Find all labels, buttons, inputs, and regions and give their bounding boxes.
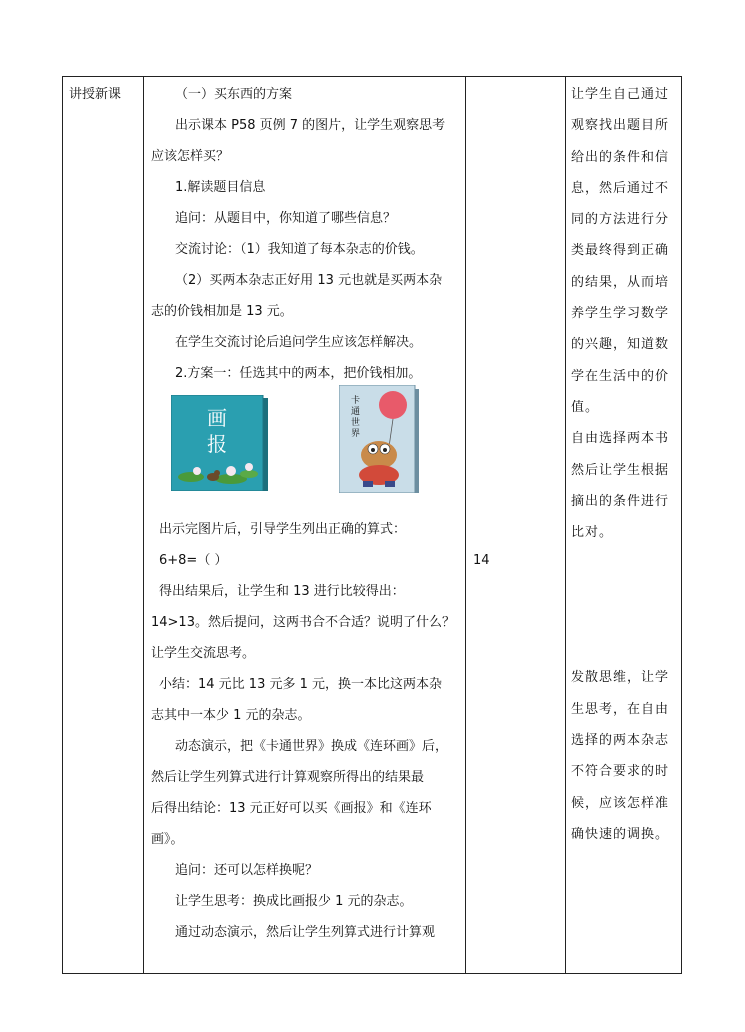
content-line: 然后让学生列算式进行计算观察所得出的结果最 xyxy=(151,770,425,785)
note-line: 比对。 xyxy=(571,525,614,541)
notes-cell xyxy=(565,77,683,973)
note-line: 息，然后通过不 xyxy=(571,180,670,196)
content-line: 交流讨论：（1）我知道了每本杂志的价钱。 xyxy=(175,242,424,257)
content-line: 后得出结论：13 元正好可以买《画报》和《连环 xyxy=(151,801,432,816)
content-line: 志的价钱相加是 13 元。 xyxy=(151,304,293,319)
row-label-cell xyxy=(63,77,143,973)
note-line: 值。 xyxy=(571,399,600,415)
section-heading: （一）买东西的方案 xyxy=(175,87,293,102)
magazine-huabao-image xyxy=(171,395,268,491)
svg-text:通: 通 xyxy=(351,407,361,417)
content-line: 追问：还可以怎样换呢？ xyxy=(175,863,319,878)
content-line: 出示课本 P58 页例 7 的图片，让学生观察思考 xyxy=(175,118,446,133)
content-line: 志其中一本少 1 元的杂志。 xyxy=(151,708,311,723)
content-line: 在学生交流讨论后追问学生应该怎样解决。 xyxy=(175,335,423,350)
content-line: 画》。 xyxy=(151,832,184,847)
note-line: 生思考，在自由 xyxy=(571,701,670,717)
content-line: 让学生交流思考。 xyxy=(151,646,256,661)
note-line: 学在生活中的价 xyxy=(571,368,670,384)
svg-text:报: 报 xyxy=(207,432,227,456)
row-label: 讲授新课 xyxy=(69,87,122,102)
svg-text:画: 画 xyxy=(207,406,227,430)
note-line: 确快速的调换。 xyxy=(571,826,670,842)
note-line: 的兴趣，知道数 xyxy=(571,337,670,353)
note-line: 发散思维，让学 xyxy=(571,670,670,686)
content-line: 1.解读题目信息 xyxy=(175,180,266,195)
note-line: 给出的条件和信 xyxy=(571,149,670,165)
content-line: 出示完图片后，引导学生列出正确的算式： xyxy=(159,522,407,537)
content-line: 通过动态演示，然后让学生列算式进行计算观 xyxy=(175,925,436,940)
middle-cell xyxy=(465,77,565,973)
note-line: 然后让学生根据 xyxy=(571,462,670,478)
lesson-table xyxy=(62,76,682,974)
note-line: 养学生学习数学 xyxy=(571,306,670,322)
note-line: 的结果，从而培 xyxy=(571,274,670,290)
note-line: 候，应该怎样准 xyxy=(571,795,670,811)
note-line: 选择的两本杂志 xyxy=(571,733,670,749)
note-line: 摘出的条件进行 xyxy=(571,493,670,509)
note-line: 同的方法进行分 xyxy=(571,212,670,228)
magazine-images xyxy=(151,389,457,514)
svg-text:卡: 卡 xyxy=(351,396,361,406)
note-line: 观察找出题目所 xyxy=(571,118,670,134)
svg-text:界: 界 xyxy=(351,429,361,439)
content-line: 2.方案一：任选其中的两本，把价钱相加。 xyxy=(175,366,422,381)
svg-text:世: 世 xyxy=(351,418,361,428)
note-line: 类最终得到正确 xyxy=(571,243,670,259)
content-line: 得出结果后，让学生和 13 进行比较得出： xyxy=(159,584,405,599)
content-line: （2）买两本杂志正好用 13 元也就是买两本杂 xyxy=(175,273,443,288)
content-line: 追问：从题目中，你知道了哪些信息？ xyxy=(175,211,397,226)
note-line: 自由选择两本书 xyxy=(571,431,670,447)
content-line: 小结：14 元比 13 元多 1 元，换一本比这两本杂 xyxy=(159,677,443,692)
content-line: 动态演示，把《卡通世界》换成《连环画》后， xyxy=(175,739,449,754)
formula-line: 6+8=（ ） xyxy=(159,553,228,568)
middle-value: 14 xyxy=(473,553,490,568)
note-line: 不符合要求的时 xyxy=(571,764,670,780)
content-line: 让学生思考：换成比画报少 1 元的杂志。 xyxy=(175,894,413,909)
magazine-cartoon-world-image xyxy=(339,385,419,493)
note-line: 让学生自己通过 xyxy=(571,87,670,102)
content-line: 应该怎样买？ xyxy=(151,149,230,164)
content-cell xyxy=(143,77,465,973)
content-line: 14>13。然后提问，这两书合不合适？说明了什么？ xyxy=(151,615,455,630)
